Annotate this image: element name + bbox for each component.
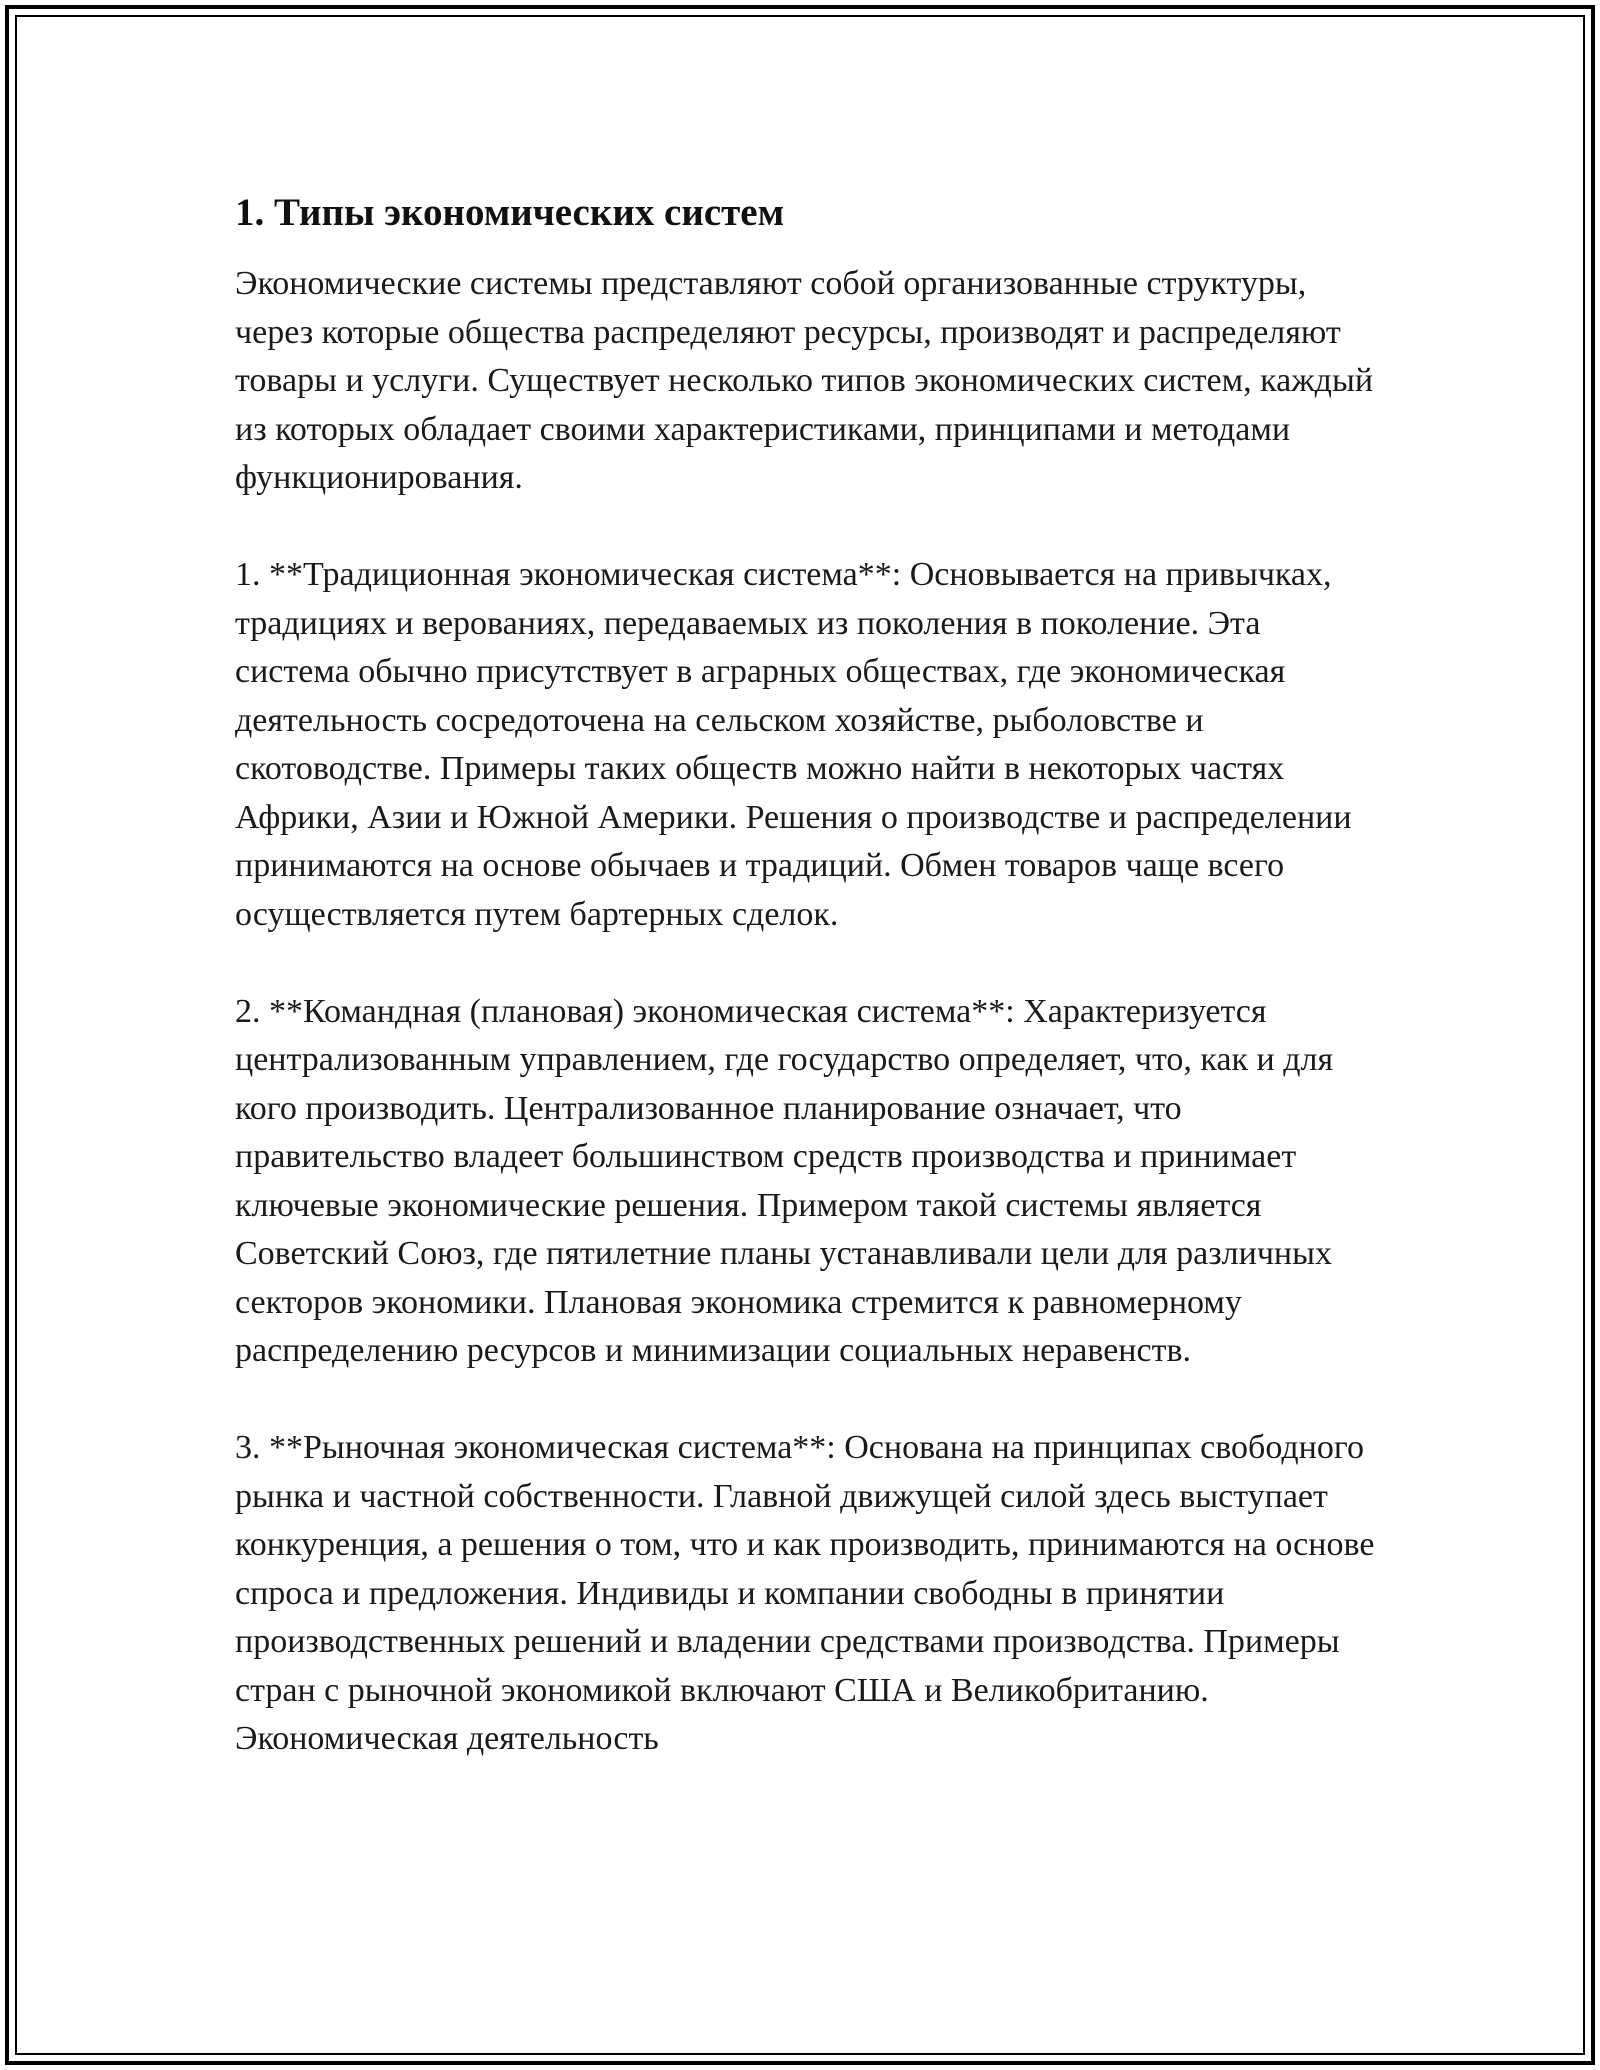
paragraph-traditional: 1. **Традиционная экономическая система**: Основывается на привычках, традициях и верованиях, передаваемых из поколения в поколение. Эта система обычно присутствует в аграрных обществах, где экономическая деятельность сосредоточена на сельском хозяйстве, рыболовстве и скотоводстве. Примеры таких обществ можно найти в некоторых частях Африки, Азии и Южной Америки. Решения о производстве и распределении принимаются на основе обычаев и традиций. Обмен товаров чаще всего осуществляется путем бартерных сделок.: [235, 556, 1352, 933]
paragraph-intro: Экономические системы представляют собой организованные структуры, через которые общества распределяют ресурсы, производят и распределяют товары и услуги. Существует несколько типов экономических систем, каждый из которых обладает своими характеристиками, принципами и методами функционирования.: [235, 265, 1374, 496]
paragraph-market: 3. **Рыночная экономическая система**: Основана на принципах свободного рынка и частной собственности. Главной движущей силой здесь выступает конкуренция, а решения о том, что и как производить, принимаются на основе спроса и предложения. Индивиды и компании свободны в принятии производственных решений и владении средствами производства. Примеры стран с рыночной экономикой включают США и Великобританию. Экономическая деятельность: [235, 1429, 1375, 1757]
document-body: [235, 188, 1375, 1812]
paragraph-command: 2. **Командная (плановая) экономическая система**: Характеризуется централизованным управлением, где государство определяет, что, как и для кого производить. Централизованное планирование означает, что правительство владеет большинством средств производства и принимает ключевые экономические решения. Примером такой системы является Советский Союз, где пятилетние планы устанавливали цели для различных секторов экономики. Плановая экономика стремится к равномерному распределению ресурсов и минимизации социальных неравенств.: [235, 992, 1334, 1369]
section-heading: 1. Типы экономических систем: [235, 191, 785, 234]
